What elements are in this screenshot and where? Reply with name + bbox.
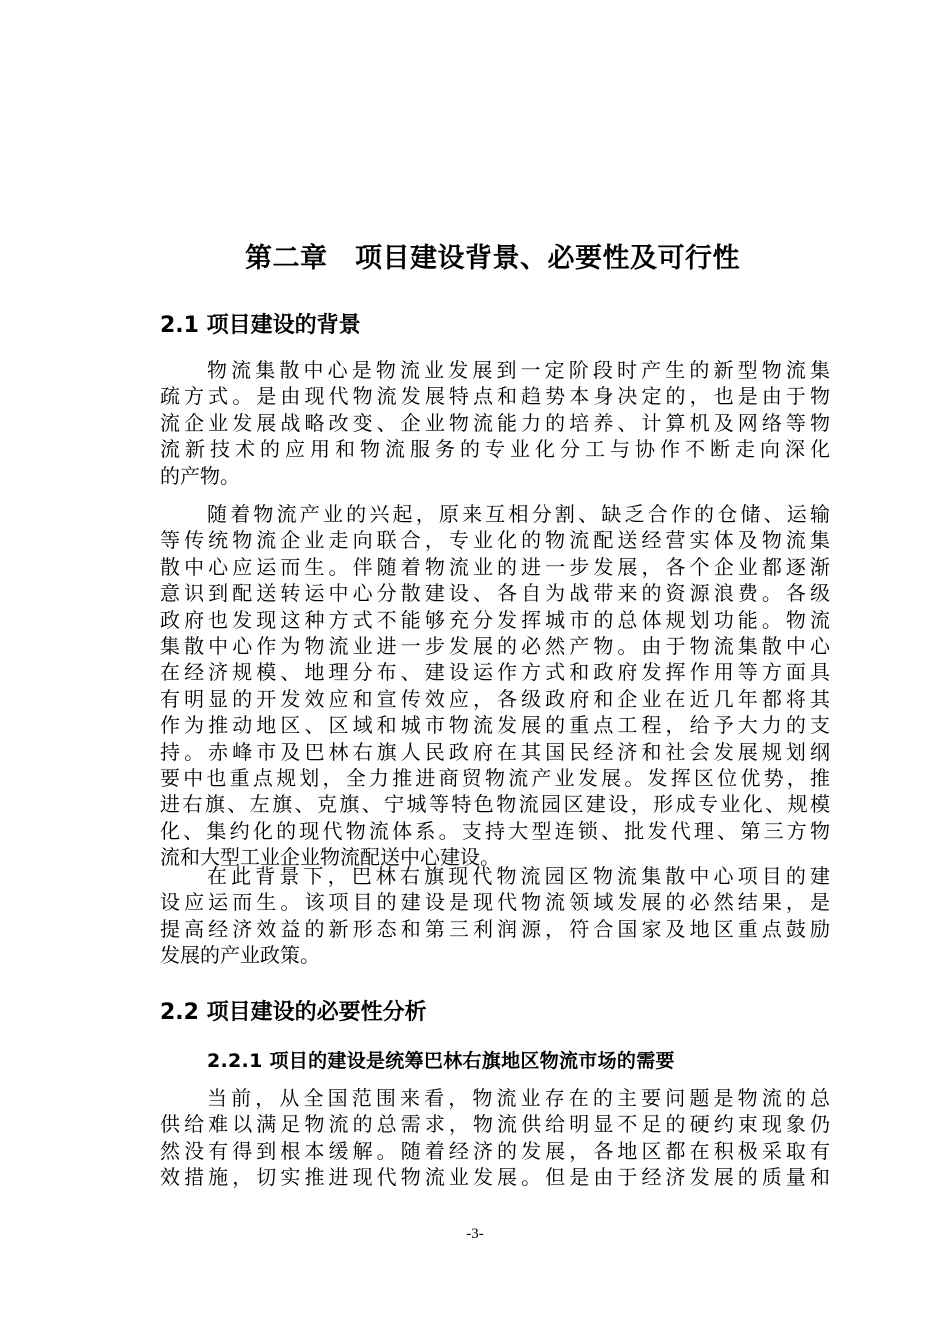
text-line: 等传统物流企业走向联合，专业化的物流配送经营实体及物流集 xyxy=(160,528,830,553)
paragraph-necessity-1 xyxy=(160,1085,830,1191)
text-line: 化、集约化的现代物流体系。支持大型连锁、批发代理、第三方物 xyxy=(160,818,830,843)
text-line: 意识到配送转运中心分散建设、各自为战带来的资源浪费。各级 xyxy=(160,581,830,606)
section-heading-2-2: 2.2 项目建设的必要性分析 xyxy=(160,1000,427,1025)
text-line: 在此背景下，巴林右旗现代物流园区物流集散中心项目的建 xyxy=(207,864,830,888)
text-line: 流和大型工业企业物流配送中心建设。 xyxy=(160,845,500,870)
text-line: 集散中心作为物流业进一步发展的必然产物。由于物流集散中心 xyxy=(160,633,830,658)
text-line: 的产物。 xyxy=(160,463,240,488)
text-line: 供给难以满足物流的总需求，物流供给明显不足的硬约束现象仍 xyxy=(160,1112,830,1137)
text-line: 随着物流产业的兴起，原来互相分割、缺乏合作的仓储、运输 xyxy=(207,502,830,526)
text-line: 流企业发展战略改变、企业物流能力的培养、计算机及网络等物 xyxy=(160,410,830,435)
text-line: 持。赤峰市及巴林右旗人民政府在其国民经济和社会发展规划纲 xyxy=(160,739,830,764)
text-line: 要中也重点规划，全力推进商贸物流产业发展。发挥区位优势，推 xyxy=(160,765,830,790)
paragraph-background-2 xyxy=(160,501,830,870)
page-number: -3- xyxy=(466,1226,484,1242)
text-line: 设应运而生。该项目的建设是现代物流领域发展的必然结果，是 xyxy=(160,890,830,915)
paragraph-background-1 xyxy=(160,357,830,489)
chapter-title: 第二章 项目建设背景、必要性及可行性 xyxy=(245,243,740,274)
text-line: 提高经济效益的新形态和第三利润源，符合国家及地区重点鼓励 xyxy=(160,916,830,941)
subsection-heading-2-2-1: 2.2.1 项目的建设是统筹巴林右旗地区物流市场的需要 xyxy=(207,1050,675,1072)
text-line: 在经济规模、地理分布、建设运作方式和政府发挥作用等方面具 xyxy=(160,660,830,685)
text-line: 当前，从全国范围来看，物流业存在的主要问题是物流的总 xyxy=(207,1086,830,1110)
section-heading-2-1: 2.1 项目建设的背景 xyxy=(160,313,361,338)
text-line: 作为推动地区、区域和城市物流发展的重点工程，给予大力的支 xyxy=(160,713,830,738)
text-line: 效措施，切实推进现代物流业发展。但是由于经济发展的质量和 xyxy=(160,1165,830,1190)
text-line: 物流集散中心是物流业发展到一定阶段时产生的新型物流集 xyxy=(207,358,830,382)
text-line: 政府也发现这种方式不能够充分发挥城市的总体规划功能。物流 xyxy=(160,607,830,632)
paragraph-background-3 xyxy=(160,863,830,969)
text-line: 有明显的开发效应和宣传效应，各级政府和企业在近几年都将其 xyxy=(160,686,830,711)
text-line: 发展的产业政策。 xyxy=(160,943,320,968)
text-line: 然没有得到根本缓解。随着经济的发展，各地区都在积极采取有 xyxy=(160,1138,830,1163)
text-line: 散中心应运而生。伴随着物流业的进一步发展，各个企业都逐渐 xyxy=(160,554,830,579)
text-line: 进右旗、左旗、克旗、宁城等特色物流园区建设，形成专业化、规模 xyxy=(160,792,830,817)
text-line: 疏方式。是由现代物流发展特点和趋势本身决定的，也是由于物 xyxy=(160,384,830,409)
text-line: 流新技术的应用和物流服务的专业化分工与协作不断走向深化 xyxy=(160,437,830,462)
